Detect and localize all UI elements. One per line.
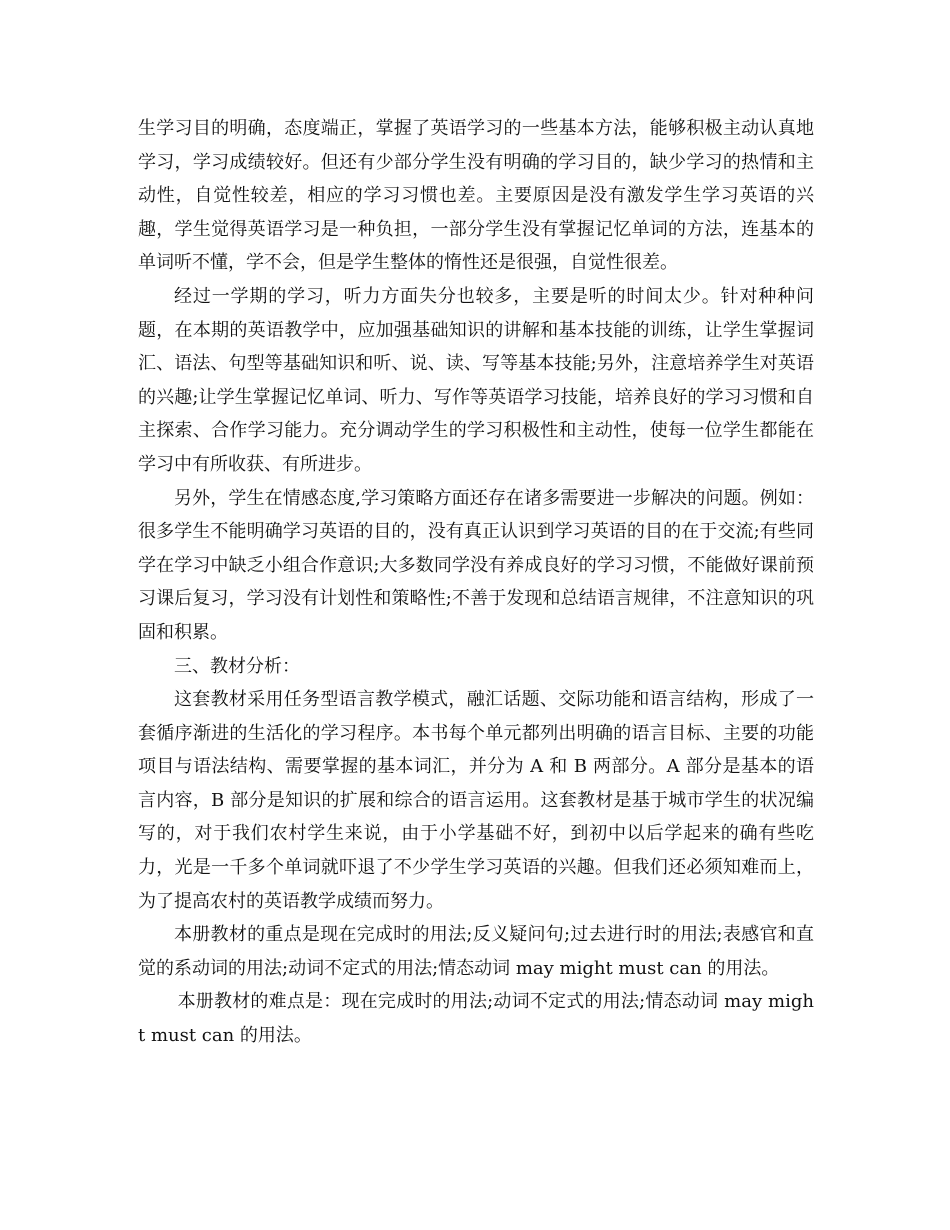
paragraph-student-attitude: 生学习目的明确，态度端正，掌握了英语学习的一些基本方法，能够积极主动认真地学习，学习成绩较好。但还有少部分学生没有明确的学习目的，缺少学习的热情和主动性，自觉性较差，相应的学习习惯也差。主要原因是没有激发学生学习英语的兴趣，学生觉得英语学习是一种负担，一部分学生没有掌握记忆单词的方法，连基本的单词听不懂，学不会，但是学生整体的惰性还是很强，自觉性很差。 <box>138 118 814 274</box>
section-heading-textbook-analysis: 三、教材分析： <box>174 655 300 677</box>
paragraph-difficult-points: 本册教材的难点是：现在完成时的用法;动词不定式的用法;情态动词 may might must can 的用法。 <box>138 991 814 1047</box>
paragraph-key-points: 本册教材的重点是现在完成时的用法;反义疑问句;过去进行时的用法;表感官和直觉的系动词的用法;动词不定式的用法;情态动词 may might must can 的用法。 <box>138 924 814 979</box>
paragraph-textbook-description: 这套教材采用任务型语言教学模式，融汇话题、交际功能和语言结构，形成了一套循序渐进的生活化的学习程序。本书每个单元都列出明确的语言目标、主要的功能项目与语法结构、需要掌握的基本词汇，并分为 A 和 B 两部分。A 部分是基本的语言内容，B 部分是知识的扩展和综合的语言运用。这套教材是基于城市学生的状况编写的，对于我们农村学生来说，由于小学基础不好，到初中以后学起来的确有些吃力，光是一千多个单词就吓退了不少学生学习英语的兴趣。但我们还必须知难而上，为了提高农村的英语教学成绩而努力。 <box>138 689 814 912</box>
paragraph-learning-strategy-issues: 另外，学生在情感态度,学习策略方面还存在诸多需要进一步解决的问题。例如：很多学生不能明确学习英语的目的，没有真正认识到学习英语的目的在于交流;有些同学在学习中缺乏小组合作意识;大多数同学没有养成良好的学习习惯，不能做好课前预习课后复习，学习没有计划性和策略性;不善于发现和总结语言规律，不注意知识的巩固和积累。 <box>138 487 814 643</box>
document-page <box>138 112 814 1053</box>
paragraph-listening-and-teaching-plan: 经过一学期的学习，听力方面失分也较多，主要是听的时间太少。针对种种问题，在本期的英语教学中，应加强基础知识的讲解和基本技能的训练，让学生掌握词汇、语法、句型等基础知识和听、说、读、写等基本技能;另外，注意培养学生对英语的兴趣;让学生掌握记忆单词、听力、写作等英语学习技能，培养良好的学习习惯和自主探索、合作学习能力。充分调动学生的学习积极性和主动性，使每一位学生都能在学习中有所收获、有所进步。 <box>138 285 814 475</box>
